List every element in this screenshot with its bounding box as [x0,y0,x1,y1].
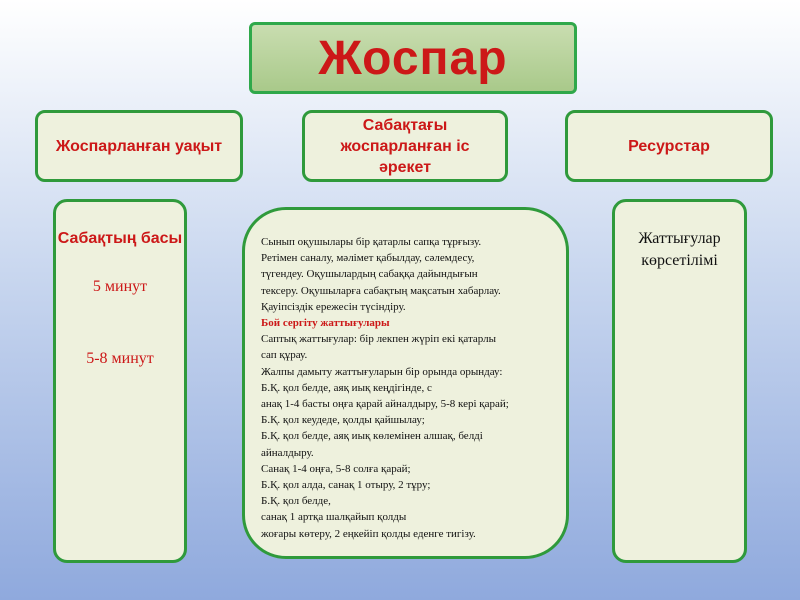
activity-line: санақ 1 артқа шалқайып қолды [261,511,407,524]
activity-line: Саптық жаттығулар: бір лекпен жүріп екі қатарлы [261,333,497,346]
lesson-stage-label: Сабақтың басы [57,230,183,247]
activity-line: айналдыру. [261,446,314,459]
header-resources [565,110,773,182]
activity-line: Санақ 1-4 оңға, 5-8 солға қарай; [261,462,411,475]
header-planned-time-label: Жоспарланған уақыт [55,137,223,155]
time-first: 5 минут [92,278,148,295]
activity-line: түгендеу. Оқушылардың сабаққа дайындығын [261,268,478,281]
activity-line: сап құрау. [261,349,308,362]
activity-line: тексеру. Оқушыларға сабақтың мақсатын хабарлау. [261,284,501,297]
activity-line: Қауіпсіздік ережесін түсіндіру. [261,300,406,313]
time-second: 5-8 минут [86,350,154,367]
header-planned-activity [302,110,508,182]
page-title: Жоспар [318,31,508,85]
activity-line: анақ 1-4 басты оңға қарай айналдыру, 5-8 кері қарай; [261,398,509,411]
header-planned-time [35,110,243,182]
resources-column [612,199,747,563]
resource-label: Жаттығулар көрсетілімі [638,230,721,269]
activity-line: Б.Қ. қол белде, [261,495,331,508]
activity-line: Ретімен саналу, мәлімет қабылдау, сәлемдесу, [261,252,475,265]
header-planned-activity-label: Сабақтағы жоспарланған іс әрекет [340,116,470,176]
activity-line: Жалпы дамыту жаттығуларын бір орында орындау: [261,365,503,378]
page-title-box [249,22,577,94]
activity-line: Сынып оқушылары бір қатарлы сапқа тұрғызу. [261,236,482,248]
header-resources-label: Ресурстар [628,137,710,155]
activity-subheading: Бой сергіту жаттығулары [261,317,390,330]
planned-time-column [53,199,187,563]
planned-activity-column [242,207,569,559]
activity-text [261,234,556,542]
activity-line: Б.Қ. қол алда, санақ 1 отыру, 2 тұру; [261,479,431,492]
activity-line: Б.Қ. қол кеудеде, қолды қайшылау; [261,414,425,427]
activity-line: Б.Қ. қол белде, аяқ иық кеңдігінде, с [261,381,432,394]
activity-line: Б.Қ. қол белде, аяқ иық көлемінен алшақ, белді [261,430,483,443]
activity-line: жоғары көтеру, 2 еңкейіп қолды еденге тигізу. [261,527,476,540]
